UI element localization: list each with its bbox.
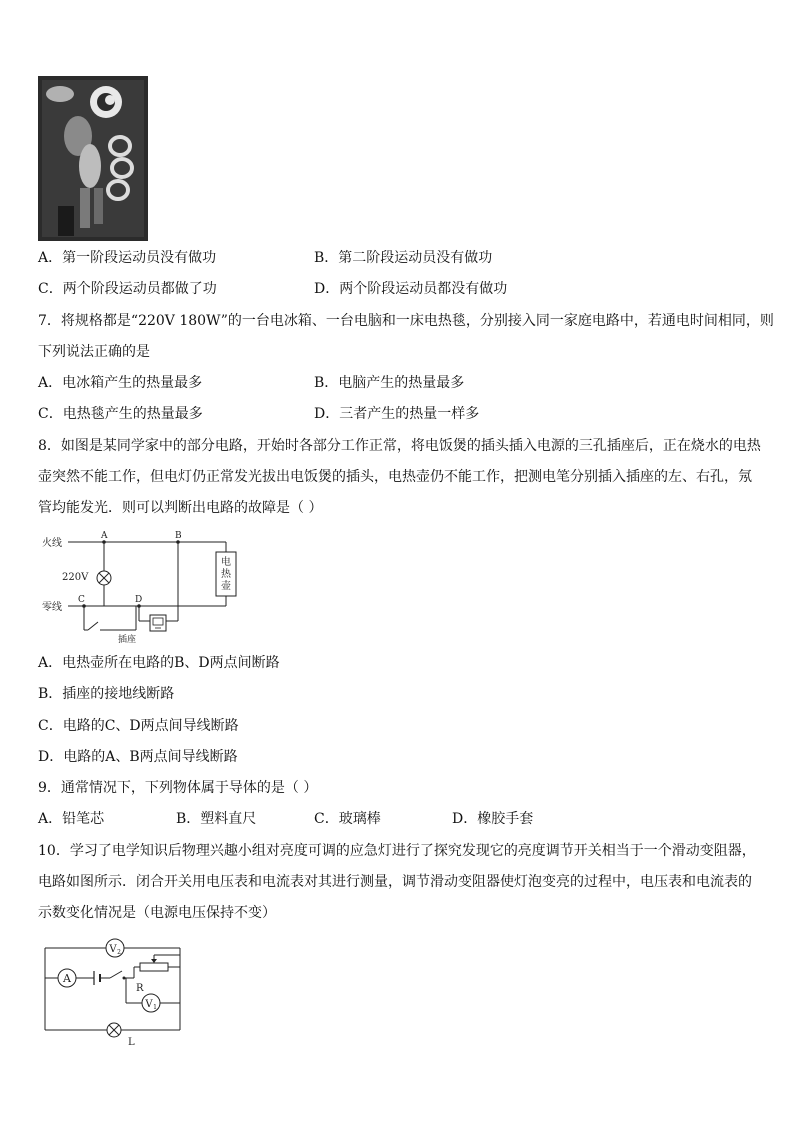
q8-option-a: A．电热壶所在电路的B、D两点间断路 (38, 655, 280, 671)
q7-option-a: A．电冰箱产生的热量最多 (38, 375, 203, 391)
q7-option-d: D．三者产生的热量一样多 (314, 406, 480, 422)
q10-lamp-label: L (128, 1037, 135, 1047)
q10-slider-arrow (151, 959, 157, 963)
q10-stem-line2: 电路如图所示．闭合开关用电压表和电流表对其进行测量，调节滑动变阻器使灯泡变亮的过程中，电压表和电流表的 (38, 874, 752, 890)
q8-stem-line2: 壶突然不能工作，但电灯仍正常发光拔出电饭煲的插头，电热壶仍不能工作，把测电笔分别插入插座的左、右孔，氖 (38, 469, 752, 485)
q7-stem-line2: 下列说法正确的是 (38, 344, 150, 360)
q10-stem-line1: 10．学习了电学知识后物理兴趣小组对亮度可调的应急灯进行了探究发现它的亮度调节开关相当于一个滑动变阻器， (38, 843, 756, 859)
q8-label-b: B (175, 531, 182, 541)
q7-option-b: B．电脑产生的热量最多 (314, 375, 465, 391)
q8-label-a: A (101, 531, 108, 541)
q8-kettle-label-2: 热 (221, 569, 231, 580)
q8-stem-line3: 管均能发光．则可以判断出电路的故障是（ ） (38, 500, 323, 516)
q8-stem-line1: 8．如图是某同学家中的部分电路，开始时各部分工作正常，将电饭煲的插头插入电源的三孔插座后，正在烧水的电热 (38, 438, 761, 454)
q8-option-d: D．电路的A、B两点间导线断路 (38, 749, 238, 765)
q10-lamp-symbol (107, 1023, 121, 1037)
q6-option-b: B．第二阶段运动员没有做功 (314, 250, 493, 266)
q10-voltmeter-v2-symbol (106, 939, 124, 957)
q10-resistor-box (140, 963, 168, 971)
q9-option-a: A．铅笔芯 (38, 811, 105, 827)
q6-option-a: A．第一阶段运动员没有做功 (38, 250, 217, 266)
q8-socket-symbol (150, 615, 166, 631)
q10-v1-label: V (145, 999, 153, 1010)
q6-option-c: C．两个阶段运动员都做了功 (38, 281, 217, 297)
q8-label-d: D (135, 595, 143, 605)
q8-voltage-label: 220V (62, 572, 89, 583)
q6-option-d: D．两个阶段运动员都没有做功 (314, 281, 508, 297)
q7-stem-line1: 7．将规格都是“220V 180W”的一台电冰箱、一台电脑和一床电热毯，分别接入同一家庭电路中，若通电时间相同，则 (38, 313, 774, 329)
q7-option-c: C．电热毯产生的热量最多 (38, 406, 203, 422)
athlete-photo-illustration (38, 76, 148, 241)
q10-voltmeter-v1-symbol (142, 994, 160, 1012)
q10-resistor-label: R (136, 983, 144, 994)
q10-v1-subscript: 1 (153, 1004, 157, 1011)
q8-live-wire-label: 火线 (42, 538, 62, 549)
q9-stem: 9．通常情况下，下列物体属于导体的是（ ） (38, 780, 318, 796)
q10-stem-line3: 示数变化情况是（电源电压保持不变） (38, 905, 276, 921)
athlete-photo (38, 76, 148, 241)
q9-option-c: C．玻璃棒 (314, 811, 381, 827)
q8-label-c: C (78, 595, 85, 605)
q10-switch-contact (123, 977, 126, 980)
q8-kettle-label-3: 壶 (221, 581, 231, 592)
q10-circuit-diagram (40, 935, 190, 1047)
q10-ammeter-symbol (58, 969, 76, 987)
q8-kettle-label-1: 电 (221, 557, 231, 568)
q8-option-c: C．电路的C、D两点间导线断路 (38, 718, 239, 734)
q10-v2-subscript: 2 (117, 949, 121, 956)
q8-neutral-wire-label: 零线 (42, 602, 62, 613)
q8-circuit-diagram (38, 528, 238, 646)
q10-ammeter-label: A (63, 972, 71, 985)
q8-option-b: B．插座的接地线断路 (38, 686, 175, 702)
q8-socket-label: 插座 (118, 635, 137, 645)
q10-v2-label: V (109, 944, 117, 955)
q9-option-d: D．橡胶手套 (452, 811, 534, 827)
q8-lamp-symbol (97, 571, 111, 585)
q9-option-b: B．塑料直尺 (176, 811, 257, 827)
